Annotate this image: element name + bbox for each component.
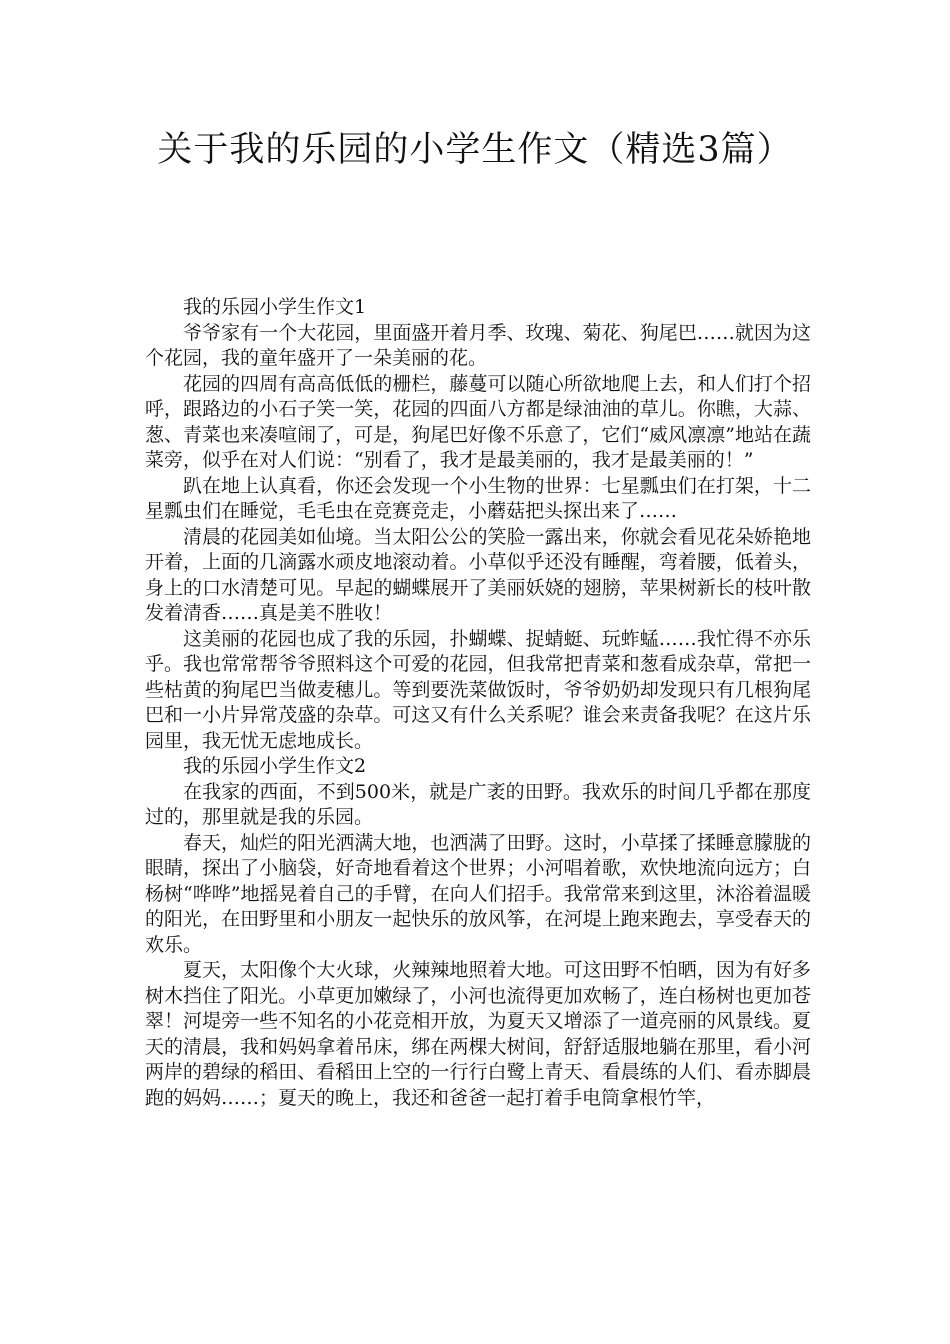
section-heading: 我的乐园小学生作文1 bbox=[183, 296, 367, 318]
document-body bbox=[145, 295, 811, 1111]
paragraph: 这美丽的花园也成了我的乐园，扑蝴蝶、捉蜻蜓、玩蚱蜢……我忙得不亦乐乎。我也常常帮爷爷照料这个可爱的花园，但我常把青菜和葱看成杂草，常把一些枯黄的狗尾巴当做麦穗儿。等到要洗菜做饭时，爷爷奶奶却发现只有几根狗尾巴和一小片异常茂盛的杂草。可这又有什么关系呢？谁会来责备我呢？在这片乐园里，我无忧无虑地成长。 bbox=[145, 627, 811, 752]
paragraph: 春天，灿烂的阳光洒满大地，也洒满了田野。这时，小草揉了揉睡意朦胧的眼睛，探出了小脑袋，好奇地看着这个世界；小河唱着歌，欢快地流向远方；白杨树“哗哗”地摇晃着自己的手臂，在向人们招手。我常常来到这里，沐浴着温暖的阳光，在田野里和小朋友一起快乐的放风筝，在河堤上跑来跑去，享受春天的欢乐。 bbox=[145, 831, 811, 956]
paragraph: 趴在地上认真看，你还会发现一个小生物的世界：七星瓢虫们在打架，十二星瓢虫们在睡觉，毛毛虫在竞赛竞走，小蘑菇把头探出来了…… bbox=[145, 474, 811, 522]
paragraph: 爷爷家有一个大花园，里面盛开着月季、玫瑰、菊花、狗尾巴……就因为这个花园，我的童年盛开了一朵美丽的花。 bbox=[145, 321, 811, 369]
paragraph: 清晨的花园美如仙境。当太阳公公的笑脸一露出来，你就会看见花朵娇艳地开着，上面的几滴露水顽皮地滚动着。小草似乎还没有睡醒，弯着腰，低着头，身上的口水清楚可见。早起的蝴蝶展开了美丽妖娆的翅膀，苹果树新长的枝叶散发着清香……真是美不胜收！ bbox=[145, 525, 811, 624]
section-heading: 我的乐园小学生作文2 bbox=[183, 755, 367, 777]
paragraph: 在我家的西面，不到500米，就是广袤的田野。我欢乐的时间几乎都在那度过的，那里就是我的乐园。 bbox=[145, 780, 811, 828]
document-title: 关于我的乐园的小学生作文（精选3篇） bbox=[157, 130, 793, 170]
paragraph: 花园的四周有高高低低的栅栏，藤蔓可以随心所欲地爬上去，和人们打个招呼，跟路边的小石子笑一笑，花园的四面八方都是绿油油的草儿。你瞧，大蒜、葱、青菜也来凑喧闹了，可是，狗尾巴好像不乐意了，它们“威风凛凛”地站在蔬菜旁，似乎在对人们说：“别看了，我才是最美丽的，我才是最美丽的！” bbox=[145, 372, 811, 471]
paragraph: 夏天，太阳像个大火球，火辣辣地照着大地。可这田野不怕晒，因为有好多树木挡住了阳光。小草更加嫩绿了，小河也流得更加欢畅了，连白杨树也更加苍翠！河堤旁一些不知名的小花竞相开放，为夏天又增添了一道亮丽的风景线。夏天的清晨，我和妈妈拿着吊床，绑在两棵大树间，舒舒适服地躺在那里，看小河两岸的碧绿的稻田、看稻田上空的一行行白鹭上青天、看晨练的人们、看赤脚晨跑的妈妈……；夏天的晚上，我还和爸爸一起打着手电筒拿根竹竿， bbox=[145, 959, 811, 1109]
